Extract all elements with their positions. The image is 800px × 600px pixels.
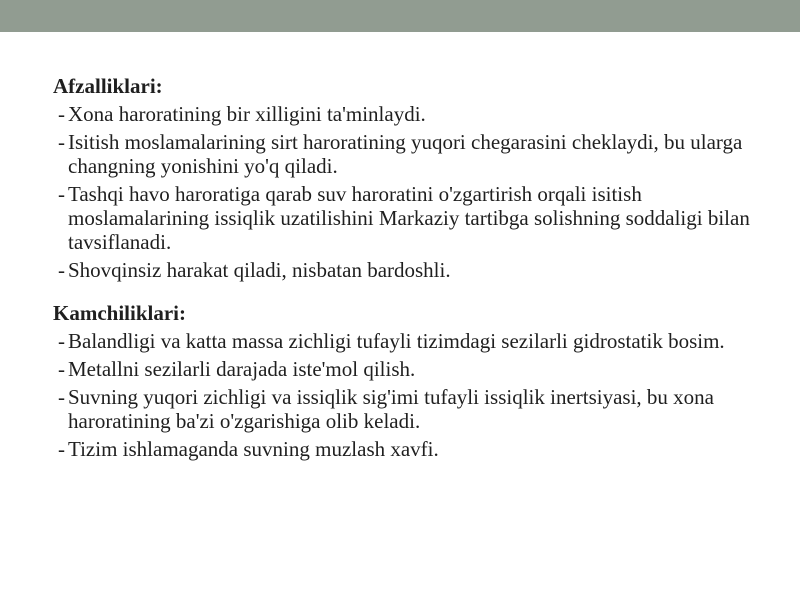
list-item-text: Suvning yuqori zichligi va issiqlik sig'imi tufayli issiqlik inertsiyasi, bu xona haroratining ba'zi o'zgarishiga olib keladi. [68,385,715,433]
advantages-heading: Afzalliklari: [53,74,163,98]
bullet-dash: - [58,102,65,126]
list-item [53,130,773,178]
list-item [53,102,773,126]
list-item-text: Isitish moslamalarining sirt haroratining yuqori chegarasini cheklaydi, bu ularga changning yonishini yo'q qiladi. [68,130,743,178]
advantages-section [53,74,773,282]
disadvantages-list [53,329,773,461]
bullet-dash: - [58,437,65,461]
list-item [53,329,773,353]
disadvantages-heading: Kamchiliklari: [53,301,186,325]
bullet-dash: - [58,258,65,282]
bullet-dash: - [58,329,65,353]
list-item [53,357,773,381]
disadvantages-section [53,301,773,461]
list-item [53,437,773,461]
list-item [53,258,773,282]
list-item-text: Metallni sezilarli darajada iste'mol qilish. [68,357,416,381]
list-item-text: Xona haroratining bir xilligini ta'minlaydi. [68,102,426,126]
slide-header-bar [0,0,800,32]
list-item-text: Shovqinsiz harakat qiladi, nisbatan bardoshli. [68,258,451,282]
bullet-dash: - [58,385,65,409]
slide-body [53,74,773,465]
bullet-dash: - [58,357,65,381]
list-item [53,182,773,254]
bullet-dash: - [58,182,65,206]
bullet-dash: - [58,130,65,154]
list-item-text: Tizim ishlamaganda suvning muzlash xavfi. [68,437,439,461]
advantages-list [53,102,773,282]
list-item-text: Balandligi va katta massa zichligi tufayli tizimdagi sezilarli gidrostatik bosim. [68,329,725,353]
list-item [53,385,773,433]
list-item-text: Tashqi havo haroratiga qarab suv haroratini o'zgartirish orqali isitish moslamalarining issiqlik uzatilishini Markaziy tartibga solishning soddaligi bilan tavsiflanadi. [68,182,750,254]
